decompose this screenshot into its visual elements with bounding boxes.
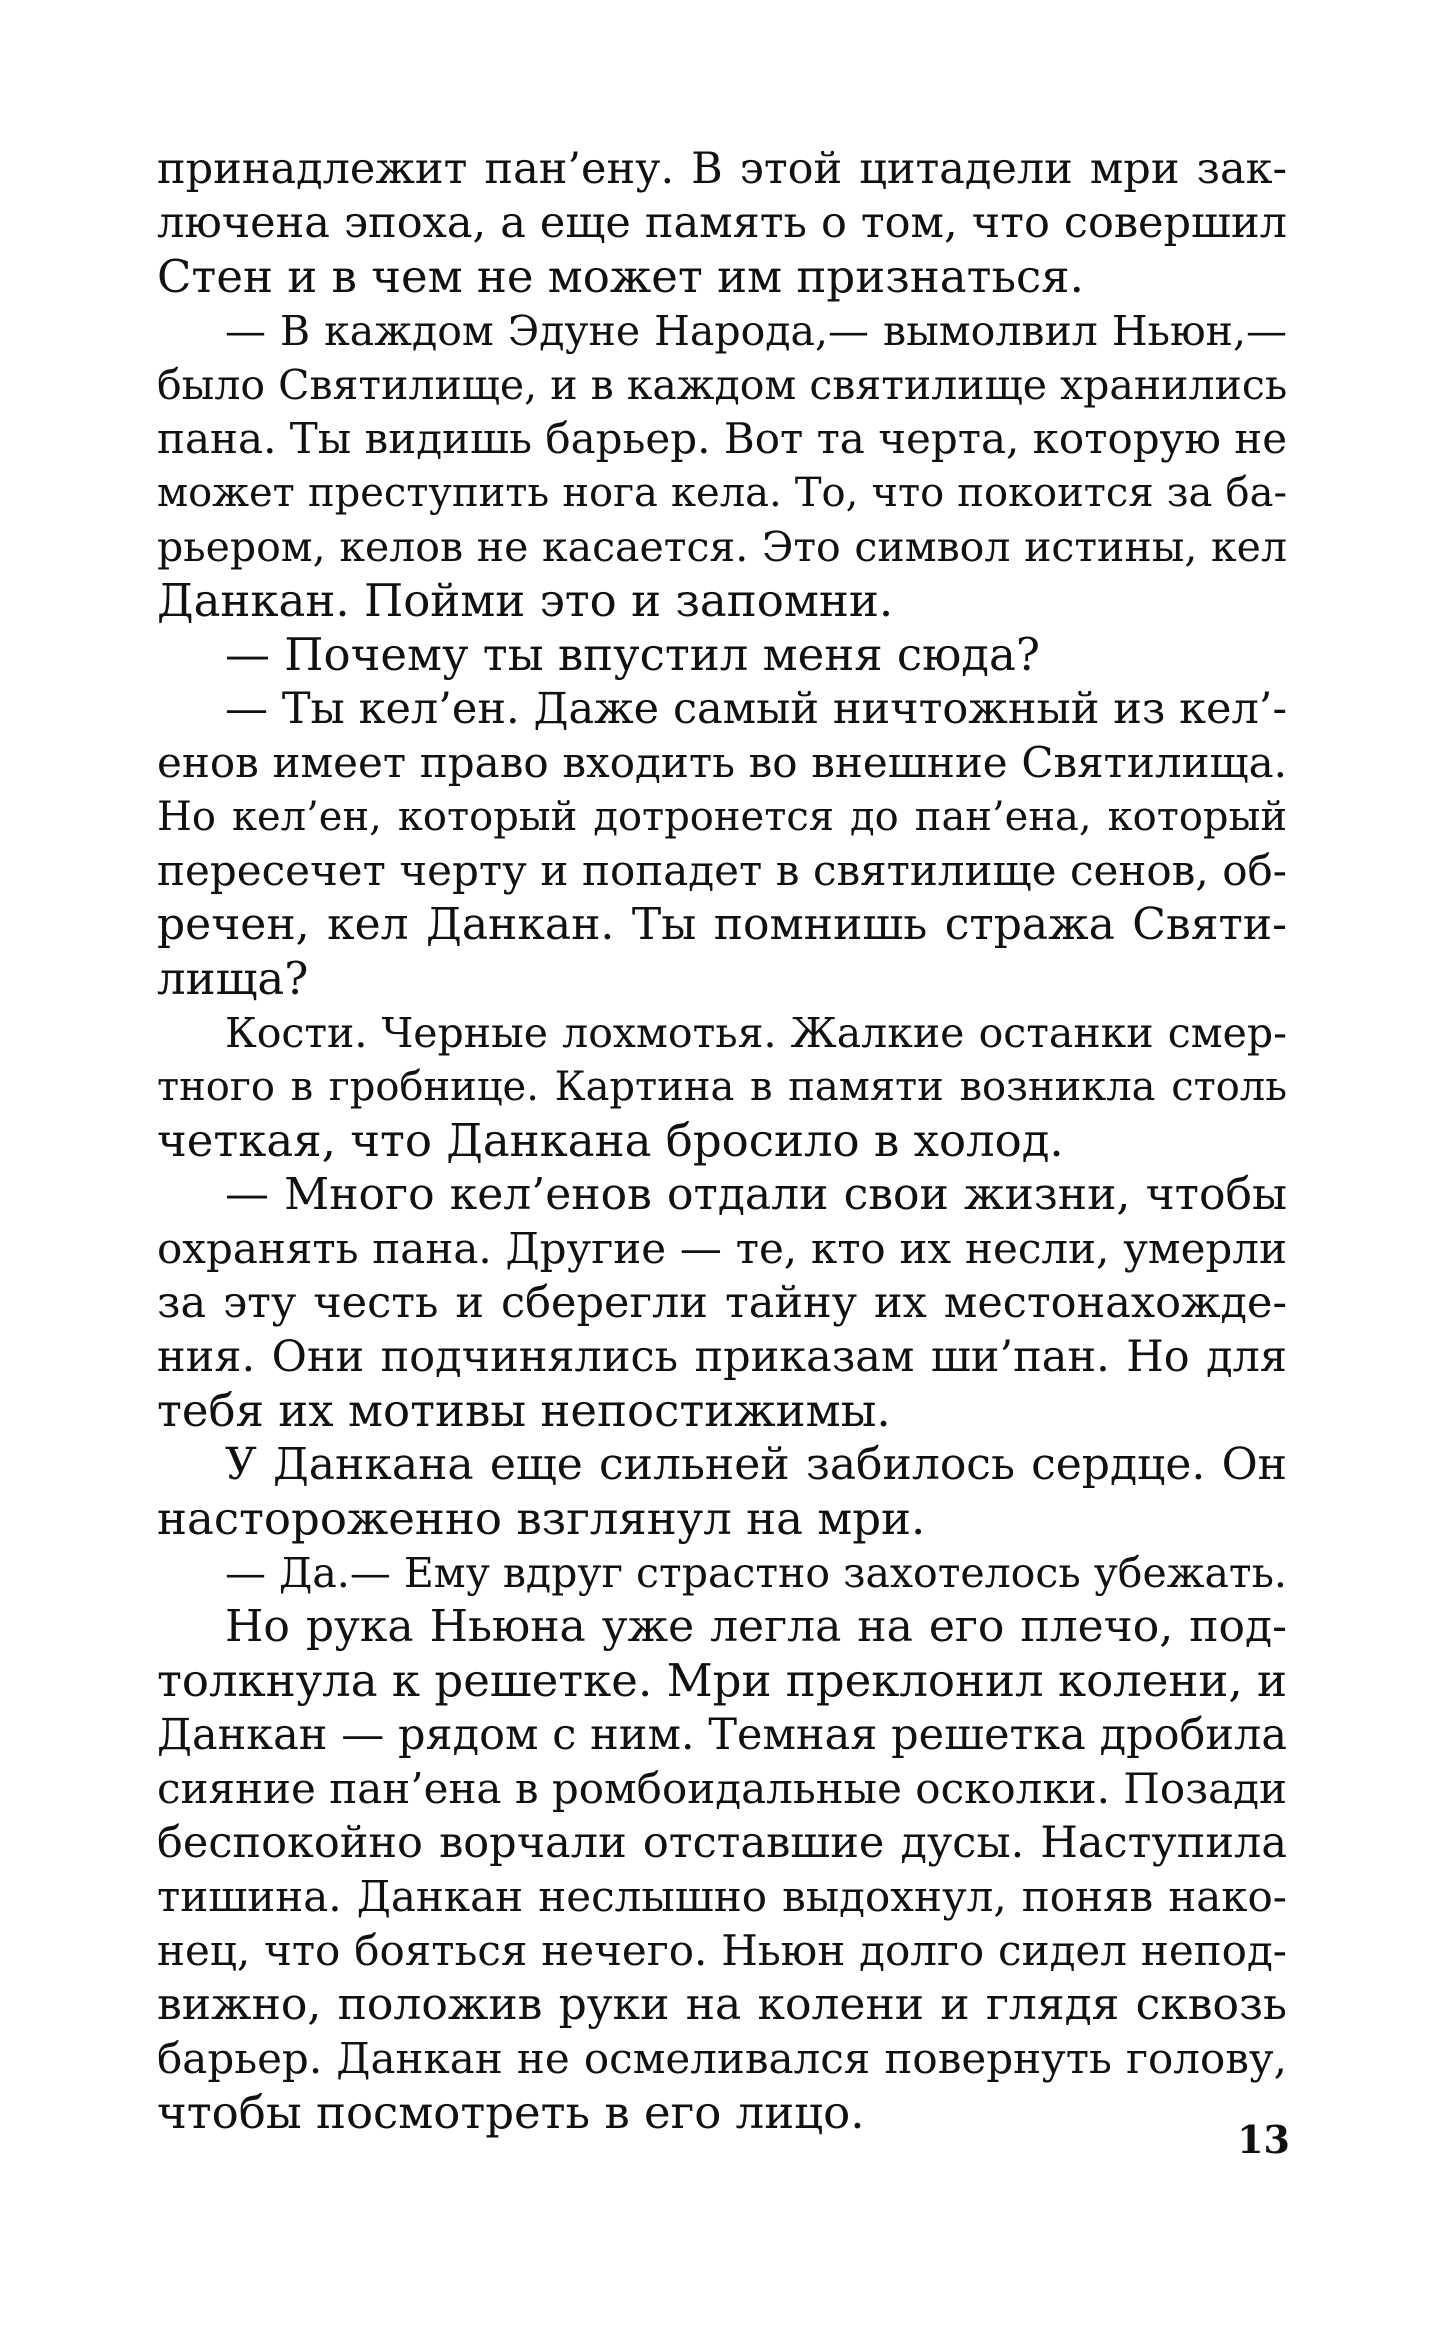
text-line: лища? xyxy=(157,952,309,1005)
text-line: сияние пан’ена в ромбоидальные осколки. Позади xyxy=(157,1764,1287,1813)
text-line: Но кел’ен, который дотронется до пан’ена, который xyxy=(157,794,1287,840)
text-line: тишина. Данкан неслышно выдохнул, поняв нако- xyxy=(157,1872,1287,1921)
text-line: Стен и в чем не может им признаться. xyxy=(157,250,1084,303)
text-line: настороженно взглянул на мри. xyxy=(157,1492,926,1545)
text-line: принадлежит пан’ену. В этой цитадели мри зак- xyxy=(157,144,1287,194)
text-line: чтобы посмотреть в его лицо. xyxy=(157,2086,865,2139)
text-line: тного в гробнице. Картина в памяти возникла столь xyxy=(157,1064,1287,1110)
text-line: — Много кел’енов отдали свои жизни, чтобы xyxy=(225,1169,1287,1220)
text-line: Но рука Ньюна уже легла на его плечо, под- xyxy=(225,1601,1287,1652)
text-line: толкнула к решетке. Мри преклонил колени, и xyxy=(157,1654,1287,1707)
text-line: охранять пана. Другие — те, кто их несли, умерли xyxy=(157,1224,1287,1273)
text-line: пересечет черту и попадет в святилище сенов, об- xyxy=(157,846,1287,895)
text-line: тебя их мотивы непостижимы. xyxy=(157,1384,891,1437)
text-line: Кости. Черные лохмотья. Жалкие останки смер- xyxy=(225,1009,1287,1057)
text-line: рьером, келов не касается. Это символ истины, кел xyxy=(157,523,1287,571)
text-line: вижно, положив руки на колени и глядя сквозь xyxy=(157,1979,1287,2030)
text-line: барьер. Данкан не осмеливался повернуть голову, xyxy=(157,2034,1287,2083)
text-line: енов имеет право входить во внешние Святилища. xyxy=(157,738,1287,787)
text-line: — В каждом Эдуне Народа,— вымолвил Ньюн,— xyxy=(225,307,1287,355)
text-line: У Данкана еще сильней забилось сердце. Он xyxy=(225,1439,1287,1490)
text-line: лючена эпоха, а еще память о том, что совершил xyxy=(157,198,1287,248)
text-line: — Ты кел’ен. Даже самый ничтожный из кел’- xyxy=(225,684,1287,734)
text-line: ния. Они подчинялись приказам ши’пан. Но для xyxy=(157,1332,1287,1382)
text-line: — Почему ты впустил меня сюда? xyxy=(225,628,1040,681)
text-line: речен, кел Данкан. Ты помнишь стража Святи- xyxy=(157,899,1287,950)
text-line: было Святилище, и в каждом святилище хранились xyxy=(157,361,1288,409)
text-line: — Да.— Ему вдруг страстно захотелось убежать. xyxy=(225,1549,1287,1597)
page-number: 13 xyxy=(1237,2117,1290,2162)
text-line: Данкан. Пойми это и запомни. xyxy=(157,574,894,627)
text-line: пана. Ты видишь барьер. Вот та черта, которую не xyxy=(157,414,1288,463)
text-line: нец, что бояться нечего. Ньюн долго сидел непод- xyxy=(157,1926,1287,1975)
body-text xyxy=(157,142,1287,2140)
text-line: беспокойно ворчали отставшие дусы. Наступила xyxy=(157,1818,1287,1868)
text-line: Данкан — рядом с ним. Темная решетка дробила xyxy=(157,1710,1287,1760)
text-line: за эту честь и сберегли тайну их местонахожде- xyxy=(157,1278,1287,1328)
text-line: может преступить нога кела. То, что покоится за ба- xyxy=(157,470,1287,516)
text-line: четкая, что Данкана бросило в холод. xyxy=(157,1114,1064,1167)
